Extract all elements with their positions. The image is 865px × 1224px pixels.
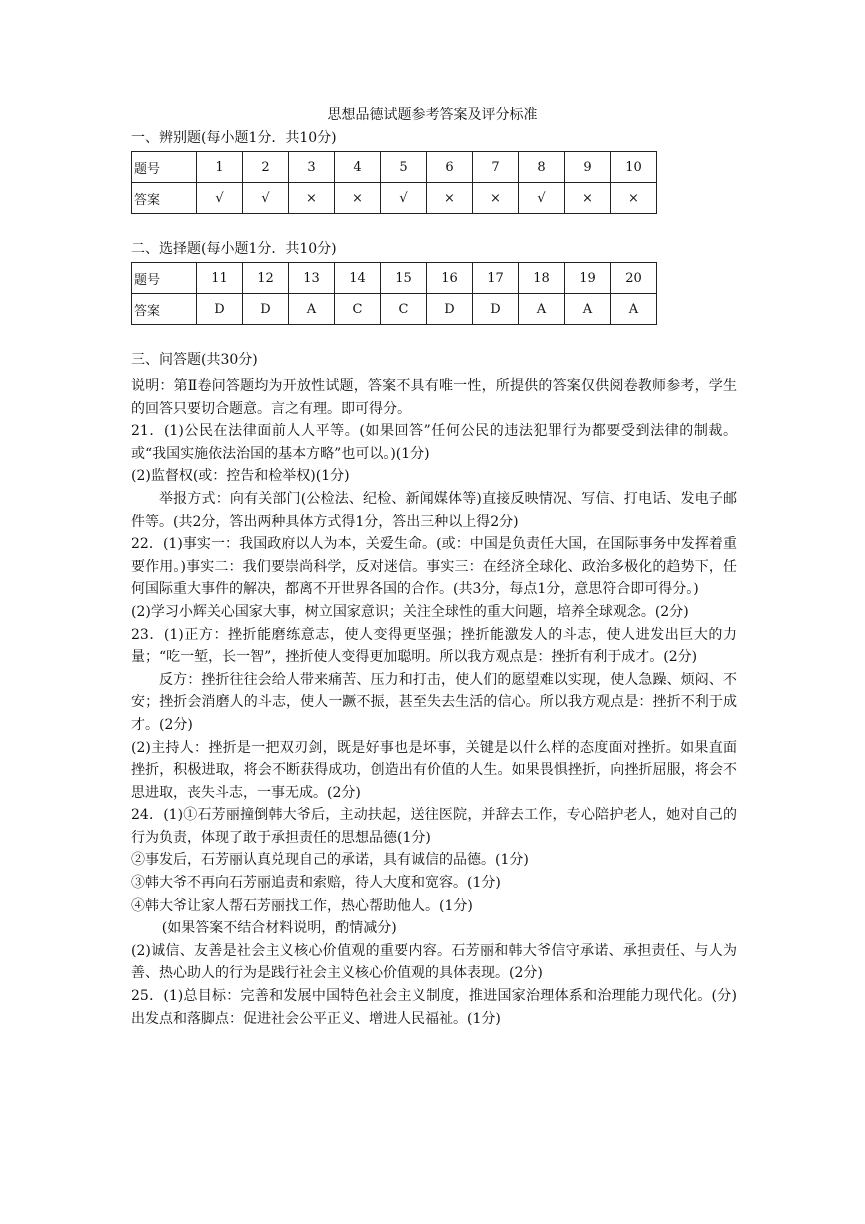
answer-cell: D <box>427 294 473 325</box>
number-cell: 4 <box>335 152 381 183</box>
answer-cell: √ <box>519 183 565 214</box>
table-row <box>132 152 657 183</box>
paragraph: 23．(1)正方：挫折能磨练意志，使人变得更坚强；挫折能激发人的斗志，使人进发出巨大的力量；“吃一堑，长一智”，挫折使人变得更加聪明。所以我方观点是：挫折有利于成才。(2分) <box>131 626 737 666</box>
answer-cell: √ <box>197 183 243 214</box>
section2-table <box>131 262 657 325</box>
paragraph: (2)诚信、友善是社会主义核心价值观的重要内容。石芳丽和韩大爷信守承诺、承担责任、与人为善、热心助人的行为是践行社会主义核心价值观的具体表现。(2分) <box>131 942 737 982</box>
paragraph: (如果答案不结合材料说明，酌情减分) <box>161 920 397 937</box>
number-cell: 20 <box>611 263 657 294</box>
table-row <box>132 183 657 214</box>
paragraph: ④韩大爷让家人帮石芳丽找工作，热心帮助他人。(1分) <box>131 897 473 914</box>
number-cell: 17 <box>473 263 519 294</box>
answer-cell: A <box>611 294 657 325</box>
number-cell: 8 <box>519 152 565 183</box>
number-cell: 3 <box>289 152 335 183</box>
row-label-answer: 答案 <box>132 294 197 325</box>
number-cell: 6 <box>427 152 473 183</box>
answer-cell: A <box>519 294 565 325</box>
answer-cell: A <box>289 294 335 325</box>
paragraph: (2)主持人：挫折是一把双刃剑，既是好事也是坏事，关键是以什么样的态度面对挫折。如果直面挫折，积极进取，将会不断获得成功，创造出有价值的人生。如果畏惧挫折，向挫折屈服，将会不思进取，丧失斗志，一事无成。(2分) <box>131 739 737 801</box>
number-cell: 7 <box>473 152 519 183</box>
number-cell: 10 <box>611 152 657 183</box>
answer-cell: × <box>565 183 611 214</box>
answer-cell: × <box>427 183 473 214</box>
answer-cell: D <box>197 294 243 325</box>
answer-cell: × <box>611 183 657 214</box>
paragraph: 举报方式：向有关部门(公检法、纪检、新闻媒体等)直接反映情况、写信、打电话、发电子邮件等。(共2分，答出两种具体方式得1分，答出三种以上得2分) <box>131 490 737 530</box>
answer-text-body <box>131 375 737 1030</box>
answer-cell: × <box>289 183 335 214</box>
answer-cell: √ <box>381 183 427 214</box>
paragraph: (2)学习小辉关心国家大事，树立国家意识；关注全球性的重大问题，培养全球观念。(2分) <box>131 603 689 620</box>
answer-cell: D <box>243 294 289 325</box>
answer-cell: × <box>473 183 519 214</box>
number-cell: 2 <box>243 152 289 183</box>
answer-cell: √ <box>243 183 289 214</box>
row-label-number: 题号 <box>132 152 197 183</box>
paragraph: 反方：挫折往往会给人带来痛苦、压力和打击，使人们的愿望难以实现，使人急躁、烦闷、不安；挫折会消磨人的斗志，使人一蹶不振，甚至失去生活的信心。所以我方观点是：挫折不利于成才。(2分) <box>131 671 737 733</box>
section1-heading: 一、辨别题(每小题1分．共10分) <box>131 130 337 146</box>
answer-cell: C <box>335 294 381 325</box>
paragraph: ③韩大爷不再向石芳丽追责和索赔，待人大度和宽容。(1分) <box>131 875 501 892</box>
number-cell: 19 <box>565 263 611 294</box>
answer-cell: A <box>565 294 611 325</box>
number-cell: 5 <box>381 152 427 183</box>
row-label-number: 题号 <box>132 263 197 294</box>
table-row <box>132 263 657 294</box>
number-cell: 11 <box>197 263 243 294</box>
paragraph: 25．(1)总目标：完善和发展中国特色社会主义制度，推进国家治理体系和治理能力现代化。(分)出发点和落脚点：促进社会公平正义、增进人民福祉。(1分) <box>131 988 737 1027</box>
number-cell: 18 <box>519 263 565 294</box>
paragraph: ②事发后，石芳丽认真兑现自己的承诺，具有诚信的品德。(1分) <box>131 852 529 869</box>
answer-cell: C <box>381 294 427 325</box>
answer-cell: D <box>473 294 519 325</box>
paragraph: 22．(1)事实一：我国政府以人为本，关爱生命。(或：中国是负责任大国，在国际事务中发挥着重要作用。)事实二：我们要崇尚科学，反对迷信。事实三：在经济全球化、政治多极化的趋势下，任何国际重大事件的解决，都离不开世界各国的合作。(共3分，每点1分，意思符合即可得分。) <box>131 536 737 598</box>
section2-heading: 二、选择题(每小题1分．共10分) <box>131 241 337 257</box>
number-cell: 1 <box>197 152 243 183</box>
paragraph: 24．(1)①石芳丽撞倒韩大爷后，主动扶起，送往医院，并辞去工作，专心陪护老人，她对自己的行为负责，体现了敢于承担责任的思想品德(1分) <box>131 807 737 846</box>
page-title: 思想品德试题参考答案及评分标准 <box>327 107 538 123</box>
answer-cell: × <box>335 183 381 214</box>
row-label-answer: 答案 <box>132 183 197 214</box>
number-cell: 9 <box>565 152 611 183</box>
section3-heading: 三、问答题(共30分) <box>131 352 258 368</box>
paragraph: 说明：第Ⅱ卷问答题均为开放性试题，答案不具有唯一性，所提供的答案仅供阅卷教师参考，学生的回答只要切合题意。言之有理。即可得分。 <box>131 378 737 417</box>
number-cell: 12 <box>243 263 289 294</box>
table-row <box>132 294 657 325</box>
number-cell: 13 <box>289 263 335 294</box>
number-cell: 16 <box>427 263 473 294</box>
number-cell: 14 <box>335 263 381 294</box>
paragraph: 21．(1)公民在法律面前人人平等。(如果回答”任何公民的违法犯罪行为都要受到法律的制裁。或“我国实施依法治国的基本方略”也可以。)(1分) <box>131 423 737 462</box>
paragraph: (2)监督权(或：控告和检举权)(1分) <box>131 468 350 485</box>
section1-table <box>131 151 657 214</box>
number-cell: 15 <box>381 263 427 294</box>
